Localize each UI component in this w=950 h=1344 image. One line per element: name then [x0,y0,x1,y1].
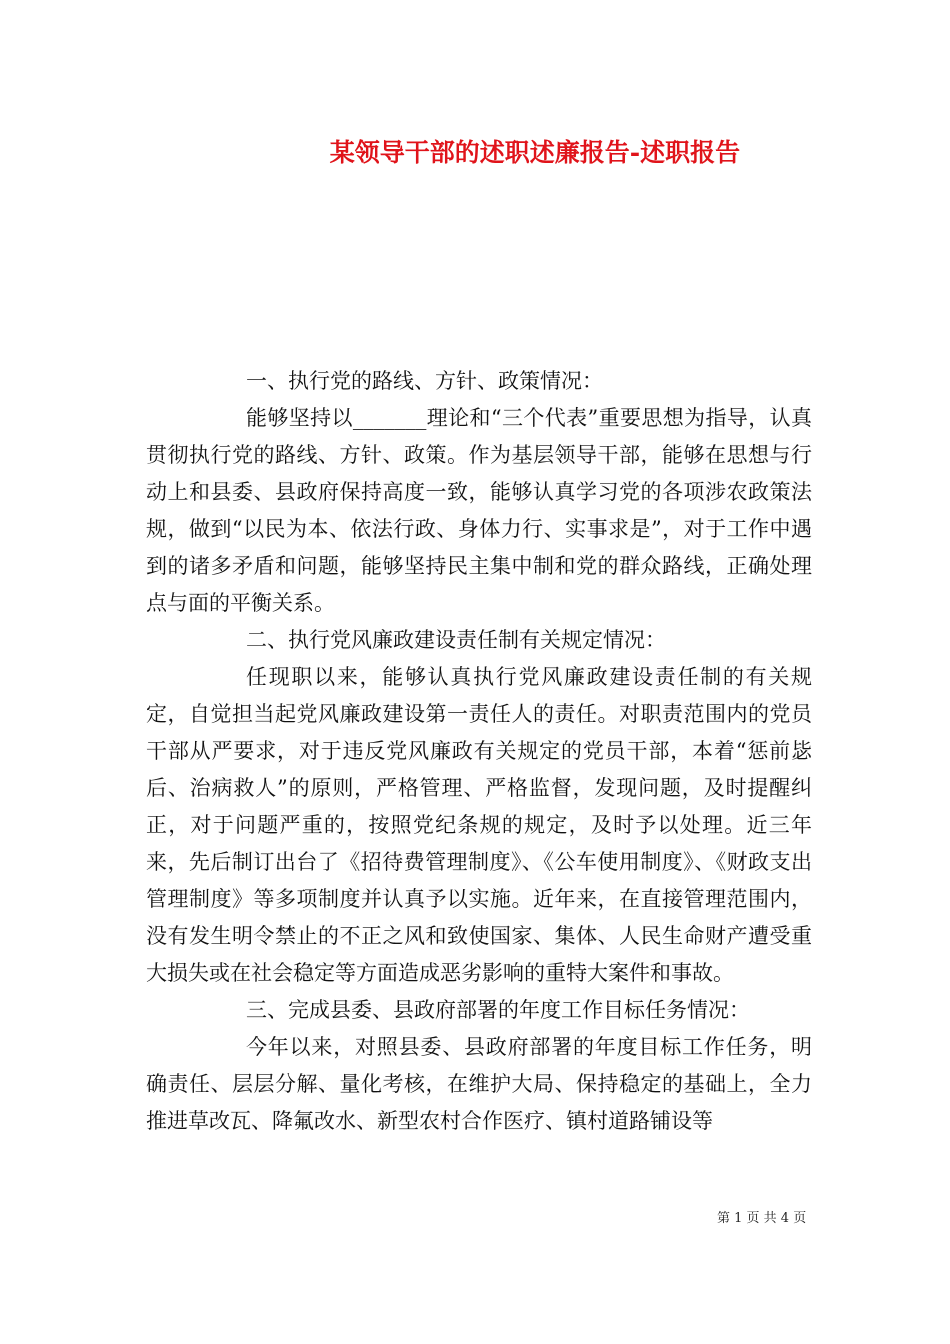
section-3-paragraph: 今年以来，对照县委、县政府部署的年度目标工作任务，明确责任、层层分解、量化考核，在维护大局、保持稳定的基础上，全力推进草改瓦、降氟改水、新型农村合作医疗、镇村道路铺设等 [146,1035,812,1133]
section-3-heading: 三、完成县委、县政府部署的年度工作目标任务情况： [246,998,750,1022]
section-2-heading: 二、执行党风廉政建设责任制有关规定情况： [246,628,666,652]
section-1-heading: 一、执行党的路线、方针、政策情况： [246,369,603,393]
page-number-footer: 第 1 页 共 4 页 [717,1211,807,1226]
document-title: 某领导干部的述职述廉报告-述职报告 [329,138,741,167]
section-2-paragraph: 任现职以来，能够认真执行党风廉政建设责任制的有关规定，自觉担当起党风廉政建设第一责任人的责任。对职责范围内的党员干部从严要求，对于违反党风廉政有关规定的党员干部，本着“惩前毖后、治病救人”的原则，严格管理、严格监督，发现问题，及时提醒纠正，对于问题严重的，按照党纪条规的规定，及时予以处理。近三年来，先后制订出台了《招待费管理制度》、《公车使用制度》、《财政支出管理制度》等多项制度并认真予以实施。近年来，在直接管理范围内，没有发生明令禁止的不正之风和致使国家、集体、人民生命财产遭受重大损失或在社会稳定等方面造成恶劣影响的重特大案件和事故。 [146,665,812,985]
document-body [146,363,812,1140]
section-1-paragraph: 能够坚持以_______理论和“三个代表”重要思想为指导，认真贯彻执行党的路线、方针、政策。作为基层领导干部，能够在思想与行动上和县委、县政府保持高度一致，能够认真学习党的各项涉农政策法规，做到“以民为本、依法行政、身体力行、实事求是”，对于工作中遇到的诸多矛盾和问题，能够坚持民主集中制和党的群众路线，正确处理点与面的平衡关系。 [146,406,812,615]
